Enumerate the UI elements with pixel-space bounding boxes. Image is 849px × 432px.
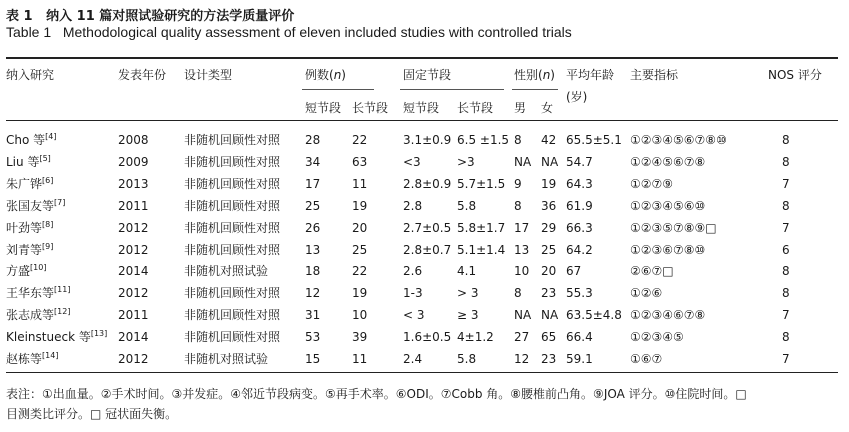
cell-f-long: 5.8±1.7: [457, 221, 506, 235]
cell-f-short: 2.8: [403, 199, 423, 213]
cell-n-long: 25: [352, 243, 368, 257]
cell-year: 2014: [118, 264, 149, 278]
top-rule: [6, 57, 838, 59]
cell-female: 19: [541, 177, 557, 191]
cell-year: 2013: [118, 177, 149, 191]
cell-study: [6, 243, 53, 259]
cell-f-long: 6.5 ±1.5: [457, 133, 510, 147]
cell-nos: 8: [782, 133, 790, 147]
header-cases-short: 短节段: [305, 101, 342, 115]
cell-f-short: 2.8±0.7: [403, 243, 452, 257]
cell-n-short: 18: [305, 264, 321, 278]
cell-year: 2012: [118, 286, 149, 300]
cell-nos: 8: [782, 330, 790, 344]
cell-male: NA: [514, 155, 532, 169]
reference-marker: [9]: [42, 242, 54, 251]
cell-f-long: 5.7±1.5: [457, 177, 506, 191]
cell-age: 66.3: [566, 221, 593, 235]
header-design: 设计类型: [184, 68, 233, 82]
reference-marker: [10]: [30, 263, 47, 272]
header-study: 纳入研究: [6, 68, 55, 82]
cell-outcomes: ①②③④⑤: [630, 330, 684, 344]
study-name: Cho 等: [6, 133, 46, 147]
cell-age: 67: [566, 264, 582, 278]
cell-f-short: 2.4: [403, 352, 423, 366]
cell-f-long: 5.8: [457, 199, 477, 213]
cell-f-short: 2.6: [403, 264, 423, 278]
study-name: 刘青等: [6, 243, 43, 257]
cell-male: 10: [514, 264, 530, 278]
cell-male: 17: [514, 221, 530, 235]
cell-n-short: 28: [305, 133, 321, 147]
cell-year: 2014: [118, 330, 149, 344]
header-fixed-short: 短节段: [403, 101, 440, 115]
cell-f-short: 3.1±0.9: [403, 133, 452, 147]
header-sex: 性别(n): [514, 68, 555, 82]
reference-marker: [5]: [39, 154, 51, 163]
cell-outcomes: ①②③④⑤⑥⑦⑧⑩: [630, 133, 727, 147]
table-title-en: Methodological quality assessment of eleven included studies with controlled trials: [62, 24, 572, 40]
cell-design: 非随机回顾性对照: [184, 177, 281, 191]
cell-nos: 6: [782, 243, 790, 257]
cell-design: 非随机回顾性对照: [184, 330, 281, 344]
cell-f-long: 5.8: [457, 352, 477, 366]
cell-year: 2011: [118, 199, 149, 213]
study-name: Liu 等: [6, 155, 40, 169]
cell-study: [6, 177, 53, 193]
cell-design: 非随机回顾性对照: [184, 221, 281, 235]
reference-marker: [4]: [45, 132, 57, 141]
study-name: 方盛: [6, 264, 31, 278]
cell-year: 2009: [118, 155, 149, 169]
cell-n-short: 53: [305, 330, 321, 344]
reference-marker: [8]: [42, 220, 54, 229]
table-caption-cn: [6, 5, 294, 24]
cell-n-short: 31: [305, 308, 321, 322]
cell-design: 非随机回顾性对照: [184, 308, 281, 322]
cell-male: 27: [514, 330, 530, 344]
header-fixed: 固定节段: [403, 68, 452, 82]
cell-design: 非随机回顾性对照: [184, 243, 281, 257]
cell-female: NA: [541, 308, 559, 322]
cell-n-long: 63: [352, 155, 368, 169]
cell-nos: 7: [782, 177, 790, 191]
study-name: 叶劲等: [6, 221, 43, 235]
reference-marker: [14]: [42, 351, 59, 360]
study-name: 张志成等: [6, 308, 55, 322]
sex-subrule: [512, 89, 558, 90]
cell-nos: 7: [782, 221, 790, 235]
cell-f-short: < 3: [403, 308, 425, 322]
cell-n-short: 17: [305, 177, 321, 191]
cell-f-long: 4.1: [457, 264, 477, 278]
reference-marker: [7]: [54, 198, 66, 207]
cell-nos: 8: [782, 199, 790, 213]
cell-age: 63.5±4.8: [566, 308, 622, 322]
cell-design: 非随机回顾性对照: [184, 286, 281, 300]
cell-outcomes: ①②③⑤⑦⑧⑨□: [630, 221, 717, 235]
cell-f-short: 2.7±0.5: [403, 221, 452, 235]
cell-n-long: 22: [352, 133, 368, 147]
header-outcomes: 主要指标: [630, 68, 679, 82]
header-fixed-long: 长节段: [457, 101, 494, 115]
cell-design: 非随机回顾性对照: [184, 199, 281, 213]
cell-study: [6, 286, 70, 302]
cell-f-long: 4±1.2: [457, 330, 494, 344]
table-label-en: Table 1: [6, 24, 52, 40]
header-female: 女: [541, 101, 554, 115]
cell-n-long: 19: [352, 199, 368, 213]
cell-outcomes: ①②③④⑤⑥⑩: [630, 199, 706, 213]
cell-n-long: 19: [352, 286, 368, 300]
study-name: 张国友等: [6, 199, 55, 213]
cell-n-short: 13: [305, 243, 321, 257]
study-name: 赵栋等: [6, 352, 43, 366]
cell-f-long: >3: [457, 155, 475, 169]
cell-year: 2012: [118, 221, 149, 235]
cell-f-long: 5.1±1.4: [457, 243, 506, 257]
cell-age: 55.3: [566, 286, 593, 300]
cell-female: NA: [541, 155, 559, 169]
table-caption-en: [6, 24, 572, 40]
cell-age: 64.2: [566, 243, 593, 257]
cell-female: 23: [541, 352, 557, 366]
header-age-unit: (岁): [566, 90, 588, 104]
cell-year: 2008: [118, 133, 149, 147]
cell-n-long: 39: [352, 330, 368, 344]
cell-n-short: 15: [305, 352, 321, 366]
cell-f-long: > 3: [457, 286, 479, 300]
cell-male: 13: [514, 243, 530, 257]
cell-male: 12: [514, 352, 530, 366]
cell-nos: 7: [782, 352, 790, 366]
reference-marker: [13]: [90, 329, 108, 338]
cell-outcomes: ①②⑦⑨: [630, 177, 674, 191]
cell-age: 65.5±5.1: [566, 133, 622, 147]
cell-n-short: 12: [305, 286, 321, 300]
cell-outcomes: ①②④⑤⑥⑦⑧: [630, 155, 706, 169]
study-name: 朱广铧: [6, 177, 43, 191]
study-name: 王华东等: [6, 286, 55, 300]
cell-study: [6, 352, 58, 368]
cell-f-long: ≥ 3: [457, 308, 479, 322]
cell-design: 非随机回顾性对照: [184, 155, 281, 169]
cases-subrule: [302, 89, 374, 90]
reference-marker: [12]: [54, 307, 71, 316]
cell-outcomes: ②⑥⑦□: [630, 264, 674, 278]
reference-marker: [6]: [42, 176, 54, 185]
cell-study: [6, 221, 53, 237]
header-cases-long: 长节段: [352, 101, 389, 115]
cell-female: 42: [541, 133, 557, 147]
bottom-rule: [6, 372, 838, 373]
header-cases: 例数(n): [305, 68, 346, 82]
header-male: 男: [514, 101, 527, 115]
cell-n-long: 11: [352, 177, 368, 191]
fixed-subrule: [400, 89, 504, 90]
cell-outcomes: ①⑥⑦: [630, 352, 663, 366]
cell-study: [6, 308, 70, 324]
cell-female: 29: [541, 221, 557, 235]
cell-female: 20: [541, 264, 557, 278]
study-name: Kleinstueck 等: [6, 330, 91, 344]
cell-female: 25: [541, 243, 557, 257]
cell-n-long: 11: [352, 352, 368, 366]
cell-male: 8: [514, 133, 522, 147]
cell-age: 64.3: [566, 177, 593, 191]
cell-n-long: 10: [352, 308, 368, 322]
cell-female: 23: [541, 286, 557, 300]
cell-nos: 8: [782, 264, 790, 278]
cell-male: 9: [514, 177, 522, 191]
cell-study: [6, 199, 65, 215]
cell-outcomes: ①②③④⑥⑦⑧: [630, 308, 706, 322]
cell-male: 8: [514, 286, 522, 300]
cell-age: 61.9: [566, 199, 593, 213]
cell-female: 36: [541, 199, 557, 213]
cell-outcomes: ①②⑥: [630, 286, 663, 300]
cell-n-short: 25: [305, 199, 321, 213]
header-year: 发表年份: [118, 68, 167, 82]
cell-male: NA: [514, 308, 532, 322]
cell-study: [6, 264, 46, 280]
cell-n-long: 20: [352, 221, 368, 235]
header-nos: NOS 评分: [768, 68, 822, 82]
cell-nos: 8: [782, 155, 790, 169]
cell-study: [6, 155, 51, 171]
cell-outcomes: ①②③⑥⑦⑧⑩: [630, 243, 706, 257]
cell-age: 59.1: [566, 352, 593, 366]
cell-male: 8: [514, 199, 522, 213]
cell-year: 2011: [118, 308, 149, 322]
cell-design: 非随机对照试验: [184, 264, 269, 278]
cell-age: 54.7: [566, 155, 593, 169]
cell-year: 2012: [118, 243, 149, 257]
cell-study: [6, 330, 107, 346]
cell-year: 2012: [118, 352, 149, 366]
cell-study: [6, 133, 57, 149]
reference-marker: [11]: [54, 285, 71, 294]
cell-design: 非随机回顾性对照: [184, 133, 281, 147]
cell-age: 66.4: [566, 330, 593, 344]
header-age: 平均年龄: [566, 68, 615, 82]
cell-design: 非随机对照试验: [184, 352, 269, 366]
table-note-line2: 目测类比评分。□ 冠状面失衡。: [6, 407, 178, 421]
cell-f-short: 1-3: [403, 286, 423, 300]
cell-f-short: <3: [403, 155, 421, 169]
cell-f-short: 1.6±0.5: [403, 330, 452, 344]
table-note-line1: 表注：①出血量。②手术时间。③并发症。④邻近节段病变。⑤再手术率。⑥ODI。⑦Cobb 角。⑧腰椎前凸角。⑨JOA 评分。⑩住院时间。□: [6, 387, 747, 401]
cell-female: 65: [541, 330, 557, 344]
cell-nos: 7: [782, 308, 790, 322]
table-label-cn: 表 1: [6, 9, 33, 24]
table-title-cn: 纳入 11 篇对照试验研究的方法学质量评价: [46, 9, 295, 24]
header-rule: [6, 120, 838, 121]
cell-nos: 8: [782, 286, 790, 300]
cell-n-short: 26: [305, 221, 321, 235]
cell-n-short: 34: [305, 155, 321, 169]
cell-n-long: 22: [352, 264, 368, 278]
cell-f-short: 2.8±0.9: [403, 177, 452, 191]
